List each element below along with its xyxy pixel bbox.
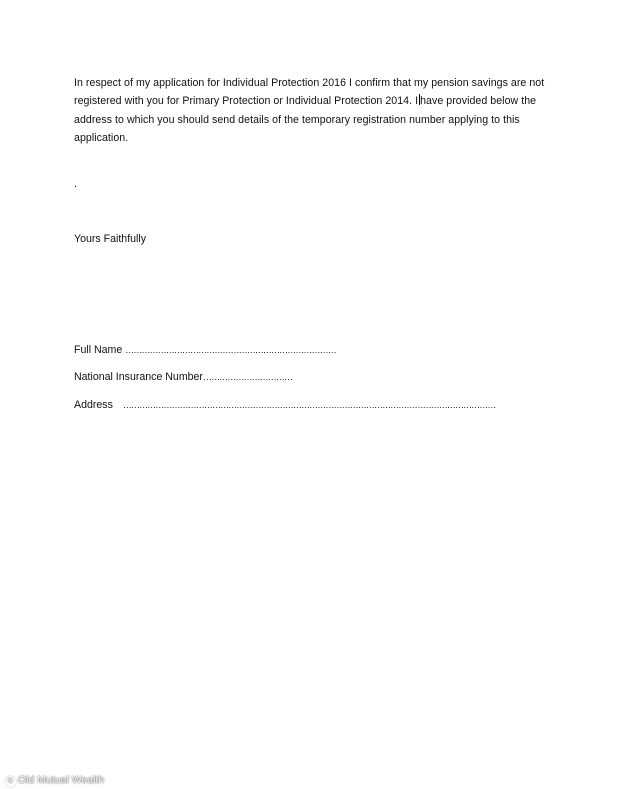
address-blank: …………………………………………………………………………………………………………………………: [122, 400, 496, 410]
paragraph-text-end: have provided below the address to which you should send details of the temporary registration number applying to this application.: [74, 95, 537, 144]
image-credit: [5, 774, 104, 787]
full-name-label: Full Name: [74, 344, 123, 356]
letter-paragraph: [74, 74, 564, 147]
national-insurance-field: [74, 371, 292, 383]
address-label: Address: [74, 399, 113, 411]
full-name-blank: ……………………………………………………………………: [125, 345, 336, 355]
copyright-icon: ©: [5, 776, 16, 787]
letter-closing: Yours Faithfully: [74, 233, 147, 245]
credit-text: Old Mutual Wealth: [18, 774, 105, 786]
national-insurance-blank: ……………………………: [202, 372, 293, 382]
national-insurance-label: National Insurance Number: [74, 371, 203, 383]
address-field: [74, 399, 495, 411]
stray-period: .: [74, 178, 78, 190]
paragraph-text-start: In respect of my application for Individual Protection 2016 I confirm that my pension savings are not registered with you for Primary Protection or Individual Protection 2014. I: [74, 77, 545, 108]
full-name-field: [74, 344, 336, 356]
